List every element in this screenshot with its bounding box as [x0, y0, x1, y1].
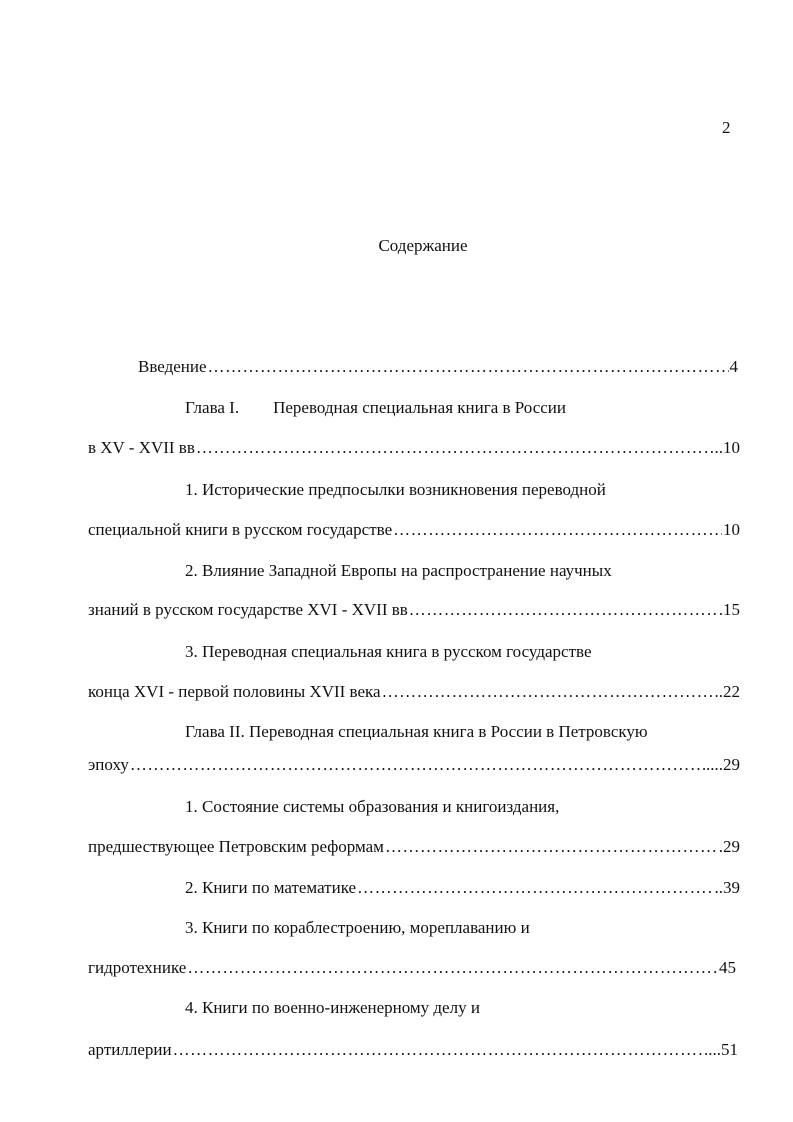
- toc-leader-dots: [357, 878, 713, 898]
- toc-leader-dots: [409, 600, 718, 620]
- toc-section-1-2-heading: 2. Влияние Западной Европы на распространение научных: [185, 561, 612, 580]
- toc-leader-dots: [393, 520, 722, 540]
- toc-chapter-2: [88, 755, 740, 775]
- toc-entry-page: ....29: [706, 755, 740, 774]
- toc-section-2-3: [88, 958, 736, 978]
- toc-section-1-1: [88, 520, 740, 540]
- toc-leader-dots: [208, 357, 729, 377]
- toc-entry-page: 4: [729, 357, 738, 376]
- toc-section-2-3-heading: 3. Книги по кораблестроению, мореплаванию и: [185, 918, 530, 937]
- toc-section-2-4-heading: 4. Книги по военно-инженерному делу и: [185, 998, 480, 1017]
- toc-leader-dots: [196, 438, 714, 458]
- toc-section-1-3-heading: 3. Переводная специальная книга в русском государстве: [185, 642, 592, 661]
- page-number: 2: [722, 118, 731, 137]
- toc-section-1-3: [88, 682, 740, 702]
- toc-chapter-2-heading: Глава II. Переводная специальная книга в России в Петровскую: [185, 722, 648, 741]
- toc-section-2-4: [88, 1040, 738, 1060]
- toc-entry-text: 2. Книги по математике: [185, 878, 357, 897]
- toc-entry-text: артиллерии: [88, 1040, 172, 1059]
- toc-leader-dots: [130, 755, 705, 775]
- toc-section-2-1-heading: 1. Состояние системы образования и книгоиздания,: [185, 797, 560, 816]
- toc-chapter-1-heading: Глава I. Переводная специальная книга в России: [185, 398, 567, 417]
- toc-entry-text: предшествующее Петровским реформам: [88, 837, 384, 856]
- toc-leader-dots: [382, 682, 714, 702]
- toc-entry-page: ..39: [714, 878, 740, 897]
- toc-entry-page: .29: [718, 837, 740, 856]
- toc-entry-text: конца XVI - первой половины XVII века: [88, 682, 381, 701]
- toc-entry-text: специальной книги в русском государстве: [88, 520, 393, 539]
- toc-entry-page: ...51: [708, 1040, 738, 1059]
- toc-entry-page: .15: [718, 600, 740, 619]
- toc-section-1-1-heading: 1. Исторические предпосылки возникновения переводной: [185, 480, 606, 499]
- toc-entry-text: Введение: [138, 357, 207, 376]
- toc-entry-page: 45: [719, 958, 736, 977]
- toc-entry-text: знаний в русском государстве XVI - XVII вв: [88, 600, 408, 619]
- toc-section-1-2: [88, 600, 740, 620]
- page-title: Содержание: [378, 236, 468, 255]
- toc-chapter-1: [88, 438, 740, 458]
- toc-entry-page: 10: [723, 520, 740, 539]
- toc-entry-text: в XV - XVII вв: [88, 438, 195, 457]
- toc-entry-page: ..10: [714, 438, 740, 457]
- toc-entry-text: эпоху: [88, 755, 129, 774]
- toc-entry-page: ..22: [714, 682, 740, 701]
- toc-entry-introduction: [138, 357, 738, 377]
- toc-section-2-2: [185, 878, 740, 898]
- toc-leader-dots: [173, 1040, 708, 1060]
- toc-leader-dots: [385, 837, 718, 857]
- toc-section-2-1: [88, 837, 740, 857]
- toc-entry-text: гидротехнике: [88, 958, 187, 977]
- toc-leader-dots: [187, 958, 718, 978]
